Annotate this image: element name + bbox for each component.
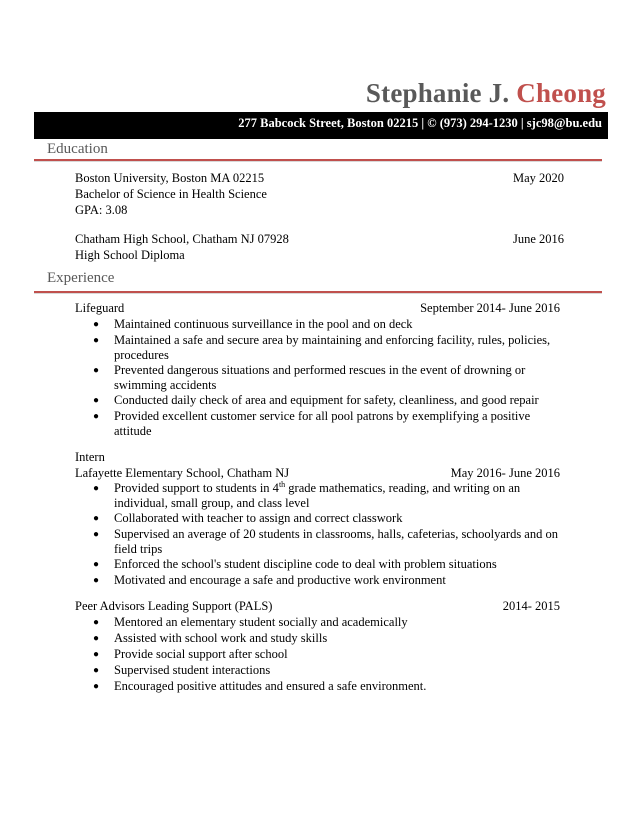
list-item: Maintained a safe and secure area by maintaining and enforcing facility, rules, policies, <box>114 333 551 347</box>
edu-school: Boston University, Boston MA 02215 <box>75 171 265 185</box>
list-item: Conducted daily check of area and equipment for safety, cleanliness, and good repair <box>114 393 539 407</box>
list-item: Assisted with school work and study skills <box>114 631 328 645</box>
contact-bar <box>34 112 608 139</box>
list-item: Provided excellent customer service for all pool patrons by exemplifying a positive <box>114 409 531 423</box>
list-item-continued: field trips <box>114 542 163 556</box>
list-item-continued: attitude <box>114 424 152 438</box>
last-name: Cheong <box>516 78 606 108</box>
edu-gpa: GPA: 3.08 <box>75 203 128 217</box>
edu-date: May 2020 <box>512 171 564 185</box>
list-item: Enforced the school's student discipline code to deal with problem situations <box>114 557 497 571</box>
superscript: th <box>278 479 286 489</box>
list-item: Encouraged positive attitudes and ensured a safe environment. <box>114 679 427 693</box>
job-title: Lifeguard <box>75 301 125 315</box>
job-date: September 2014- June 2016 <box>420 301 560 315</box>
section-title-education: Education <box>47 141 108 157</box>
edu-date: June 2016 <box>512 232 564 246</box>
list-item-continued: individual, small group, and class level <box>114 496 310 510</box>
resume-name <box>366 76 606 110</box>
contact-info: 277 Babcock Street, Boston 02215 | © (973) 294-1230 | sjc98@bu.edu <box>238 116 602 130</box>
list-item-continued: swimming accidents <box>114 378 217 392</box>
edu-degree: Bachelor of Science in Health Science <box>75 187 267 201</box>
bullet-icon: ● <box>93 335 100 346</box>
list-item: Provide social support after school <box>114 647 288 661</box>
bullet-icon: ● <box>93 483 100 494</box>
section-divider <box>34 159 602 162</box>
section-divider <box>34 291 602 294</box>
job-title: Peer Advisors Leading Support (PALS) <box>75 599 273 613</box>
list-item: Collaborated with teacher to assign and correct classwork <box>114 511 403 525</box>
bullet-icon: ● <box>93 395 100 406</box>
edu-degree: High School Diploma <box>75 248 185 262</box>
bullet-icon: ● <box>93 649 100 660</box>
bullet-icon: ● <box>93 319 100 330</box>
bullet-icon: ● <box>93 665 100 676</box>
edu-school: Chatham High School, Chatham NJ 07928 <box>75 232 289 246</box>
bullet-icon: ● <box>93 365 100 376</box>
list-item-text: grade mathematics, reading, and writing on an <box>285 481 521 495</box>
list-item: Motivated and encourage a safe and productive work environment <box>114 573 446 587</box>
job-date: 2014- 2015 <box>502 599 560 613</box>
list-item: Mentored an elementary student socially and academically <box>114 615 408 629</box>
section-title-experience: Experience <box>47 270 115 286</box>
bullet-icon: ● <box>93 559 100 570</box>
list-item: Prevented dangerous situations and performed rescues in the event of drowning or <box>114 363 526 377</box>
job-title: Intern <box>75 450 105 464</box>
bullet-icon: ● <box>93 411 100 422</box>
list-item: Supervised an average of 20 students in classrooms, halls, cafeterias, schoolyards and on <box>114 527 558 541</box>
list-item-continued: procedures <box>114 348 169 362</box>
first-name: Stephanie J. <box>365 78 517 108</box>
bullet-icon: ● <box>93 681 100 692</box>
bullet-icon: ● <box>93 575 100 586</box>
list-item: Maintained continuous surveillance in the pool and on deck <box>114 317 413 331</box>
list-item: Supervised student interactions <box>114 663 271 677</box>
bullet-icon: ● <box>93 529 100 540</box>
list-item-text: Provided support to students in 4 <box>114 481 279 495</box>
job-date: May 2016- June 2016 <box>450 466 560 480</box>
bullet-icon: ● <box>93 513 100 524</box>
bullet-icon: ● <box>93 633 100 644</box>
list-item <box>114 480 520 496</box>
bullet-icon: ● <box>93 617 100 628</box>
job-organization: Lafayette Elementary School, Chatham NJ <box>75 466 290 480</box>
